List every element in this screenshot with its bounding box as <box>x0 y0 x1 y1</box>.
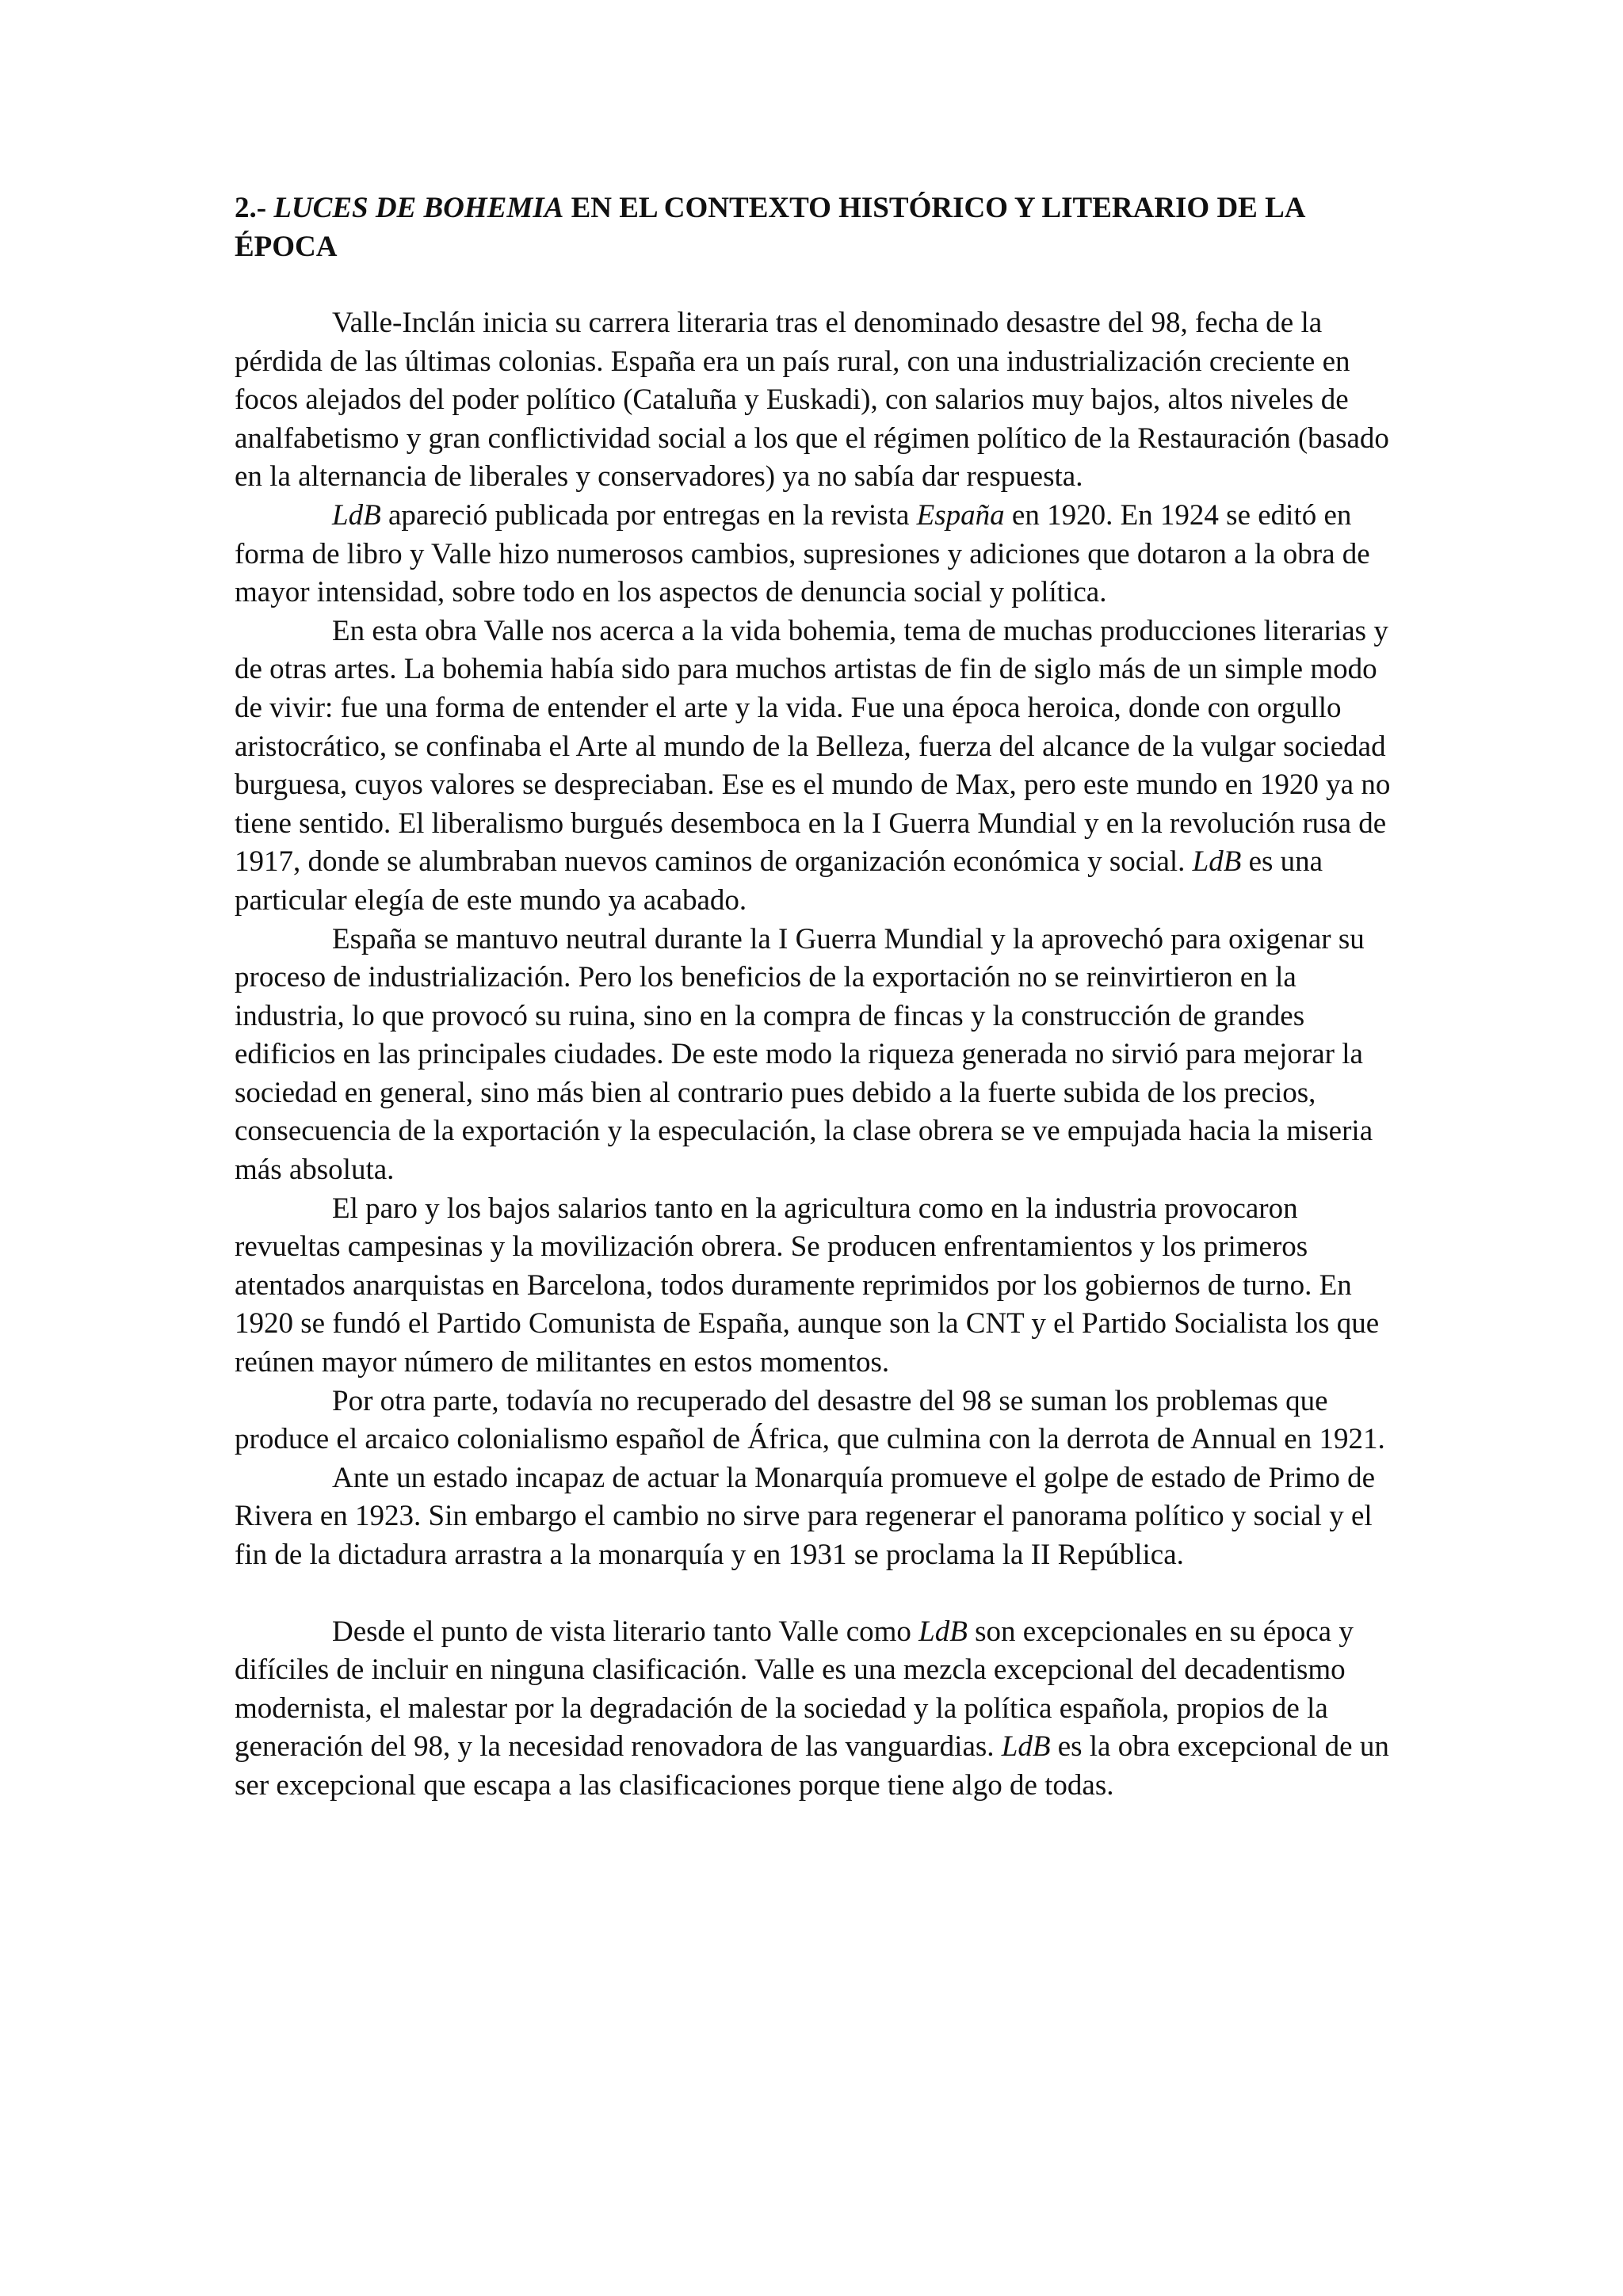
text-run: es la obra excepcional de un ser excepcional que escapa a las clasificaciones porque tiene algo de todas. <box>235 1730 1389 1802</box>
body-paragraph <box>235 304 1407 497</box>
text-run: apareció publicada por entregas en la revista <box>380 498 917 532</box>
text-run: en 1920. En 1924 se editó en forma de libro y Valle hizo numerosos cambios, supresiones y adiciones que dotaron a la obra de mayor intensidad, sobre todo en los aspectos de denuncia social y política. <box>235 498 1370 609</box>
text-run: Desde el punto de vista literario tanto Valle como <box>332 1615 919 1648</box>
text-run: son excepcionales en su época y difíciles de incluir en ninguna clasificación. Valle es una mezcla excepcional del decadentismo modernista, el malestar por la degradación de la sociedad y la política española, propios de la generación del 98, y la necesidad renovadora de las vanguardias. <box>235 1615 1354 1764</box>
text-run: El paro y los bajos salarios tanto en la agricultura como en la industria provocaron revueltas campesinas y la movilización obrera. Se producen enfrentamientos y los primeros atentados anarquistas en Barcelona, todos duramente reprimidos por los gobiernos de turno. En 1920 se fundó el Partido Comunista de España, aunque son la CNT y el Partido Socialista los que reúnen mayor número de militantes en estos momentos. <box>235 1192 1380 1379</box>
italic-title-run: LdB <box>918 1615 968 1648</box>
section-title <box>235 189 1407 266</box>
body-paragraph <box>235 612 1407 921</box>
body-paragraph <box>235 1190 1407 1383</box>
text-run: España se mantuvo neutral durante la I Guerra Mundial y la aprovechó para oxigenar su proceso de industrialización. Pero los beneficios de la exportación no se reinvirtieron en la industria, lo que provocó su ruina, sino en la compra de fincas y la construcción de grandes edificios en las principales ciudades. De este modo la riqueza generada no sirvió para mejorar la sociedad en general, sino más bien al contrario pues debido a la fuerte subida de los precios, consecuencia de la exportación y la especulación, la clase obrera se ve empujada hacia la miseria más absoluta. <box>235 922 1373 1187</box>
italic-title-run: LdB <box>1001 1730 1051 1764</box>
text-run: En esta obra Valle nos acerca a la vida bohemia, tema de muchas producciones literarias y de otras artes. La bohemia había sido para muchos artistas de fin de siglo más de un simple modo de vivir: fue una forma de entender el arte y la vida. Fue una época heroica, donde con orgullo aristocrático, se confinaba el Arte al mundo de la Belleza, fuerza del alcance de la vulgar sociedad burguesa, cuyos valores se despreciaban. Ese es el mundo de Max, pero este mundo en 1920 ya no tiene sentido. El liberalismo burgués desemboca en la I Guerra Mundial y en la revolución rusa de 1917, donde se alumbraban nuevos caminos de organización económica y social. <box>235 614 1391 879</box>
paragraph-list <box>235 266 1407 1806</box>
body-paragraph <box>235 497 1407 612</box>
text-run: Valle-Inclán inicia su carrera literaria tras el denominado desastre del 98, fecha de la pérdida de las últimas colonias. España era un país rural, con una industrialización creciente en focos alejados del poder político (Cataluña y Euskadi), con salarios muy bajos, altos niveles de analfabetismo y gran conflictividad social a los que el régimen político de la Restauración (basado en la alternancia de liberales y conservadores) ya no sabía dar respuesta. <box>235 307 1389 494</box>
text-run: es una particular elegía de este mundo ya acabado. <box>235 845 1323 917</box>
body-paragraph <box>235 921 1407 1190</box>
italic-title-run: LdB <box>332 498 381 532</box>
italic-title-run: España <box>916 498 1005 532</box>
paragraph-spacer <box>235 1575 1407 1613</box>
document-body <box>235 189 1407 1806</box>
title-run-italic: LUCES DE BOHEMIA <box>273 192 564 224</box>
title-run: EN EL CONTEXTO HISTÓRICO Y LITERARIO DE LA ÉPOCA <box>235 192 1304 263</box>
body-paragraph <box>235 1383 1407 1459</box>
text-run: Por otra parte, todavía no recuperado del desastre del 98 se suman los problemas que produce el arcaico colonialismo español de África, que culmina con la derrota de Annual en 1921. <box>235 1384 1385 1456</box>
text-run: Ante un estado incapaz de actuar la Monarquía promueve el golpe de estado de Primo de Rivera en 1923. Sin embargo el cambio no sirve para regenerar el panorama político y social y el fin de la dictadura arrastra a la monarquía y en 1931 se proclama la II República. <box>235 1461 1376 1571</box>
title-run: 2.- <box>235 192 274 224</box>
italic-title-run: LdB <box>1192 845 1242 879</box>
body-paragraph <box>235 1613 1407 1806</box>
paragraph-spacer <box>235 266 1407 304</box>
body-paragraph <box>235 1459 1407 1575</box>
